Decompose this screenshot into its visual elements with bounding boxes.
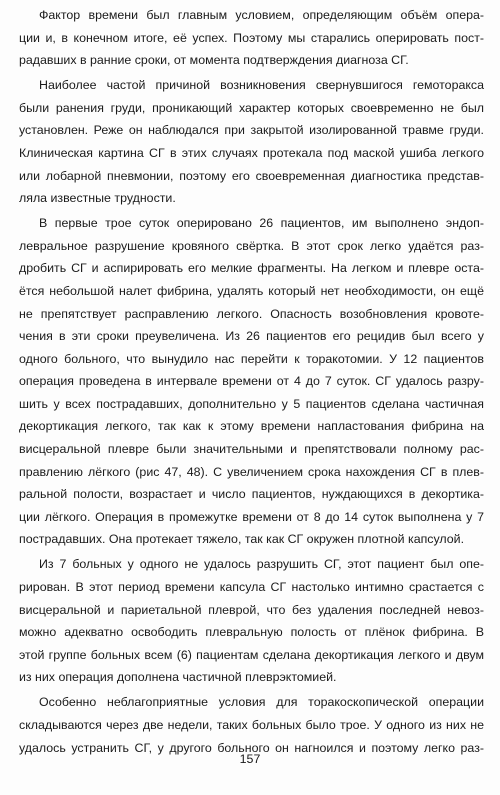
text-line: чения в эти сроки преувеличена. Из 26 пациентов его рецидив был всего у (19, 329, 484, 344)
text-line: ральной полости, возрастает и число пациентов, нуждающихся в декортика- (19, 487, 484, 502)
text-line: дробить СГ и аспирировать его мелкие фрагменты. На легком и плевре оста- (19, 261, 484, 276)
text-line: ляла известные трудности. (19, 191, 176, 206)
body-text (19, 4, 484, 762)
text-line: можно адекватно освободить плевральную полость от плёнок фибрина. В (19, 625, 484, 640)
paragraph-1 (19, 4, 484, 72)
text-line: Из 7 больных у одного не удалось разрушить СГ, этот пациент был опе- (39, 557, 484, 572)
text-line: ции и, в конечном итоге, её успех. Поэтому мы старались оперировать пост- (19, 30, 484, 45)
text-line: В первые трое суток оперировано 26 пациентов, им выполнено эндоп- (39, 216, 484, 231)
text-line: правлению лёгкого (рис 47, 48). С увеличением срока нахождения СГ в плев- (19, 464, 484, 479)
paragraph-3 (19, 212, 484, 551)
text-line: Фактор времени был главным условием, определяющим объём опера- (39, 8, 484, 22)
text-line: или лобарной пневмонии, поэтому его своевременная диагностика представ- (19, 168, 484, 183)
text-line: левральное разрушение кровяного свёртка. В этот срок легко удаётся раз- (19, 238, 484, 253)
text-line: установлен. Реже он наблюдался при закрытой изолированной травме груди. (19, 123, 484, 138)
text-line: не препятствует расправлению легкого. Опасность возобновления кровоте- (19, 306, 484, 321)
text-line: шить у всех пострадавших, дополнительно у 5 пациентов сделана частичная (19, 396, 484, 411)
text-line: ции лёгкого. Операция в промежутке времени от 8 до 14 суток выполнена у 7 (19, 509, 484, 524)
text-line: одного больного, что вынудило нас перейти к торакотомии. У 12 пациентов (19, 351, 484, 366)
text-line: рирован. В этот период времени капсула СГ настолько интимно срастается с (19, 580, 484, 595)
paragraph-5 (19, 691, 484, 759)
text-line: были ранения груди, проникающий характер которых своевременно не был (19, 100, 484, 115)
text-line: радавших в ранние сроки, от момента подтверждения диагноза СГ. (19, 53, 409, 68)
text-line: висцеральной и париетальной плеврой, что без удаления последней невоз- (19, 602, 484, 617)
text-line: висцеральной плевре были значительными и препятствовали полному рас- (19, 442, 484, 457)
text-line: удалось устранить СГ, у другого больного он нагноился и поэтому легко раз- (19, 740, 484, 755)
paragraph-2 (19, 74, 484, 210)
page-number: 157 (239, 752, 261, 766)
text-line: ётся небольшой налет фибрина, удалять который нет необходимости, он ещё (19, 283, 484, 298)
text-line: из них операция дополнена частичной плеврэктомией. (19, 670, 337, 685)
paragraph-4 (19, 553, 484, 689)
text-line: декортикация легкого, так как к этому времени напластования фибрина на (19, 419, 484, 434)
text-line: складываются через две недели, таких больных было трое. У одного из них не (19, 717, 484, 732)
text-line: пострадавших. Она протекает тяжело, так как СГ окружен плотной капсулой. (19, 532, 465, 547)
text-line: Наиболее частой причиной возникновения свернувшигося гемоторакса (39, 78, 484, 93)
text-line: Особенно неблагоприятные условия для торакоскопической операции (39, 695, 484, 710)
text-line: операция проведена в интервале времени от 4 до 7 суток. СГ удалось разру- (19, 374, 484, 389)
text-line: этой группе больных всем (6) пациентам сделана декортикация легкого и двум (19, 647, 484, 662)
text-line: Клиническая картина СГ в этих случаях протекала под маской ушиба легкого (19, 145, 484, 160)
